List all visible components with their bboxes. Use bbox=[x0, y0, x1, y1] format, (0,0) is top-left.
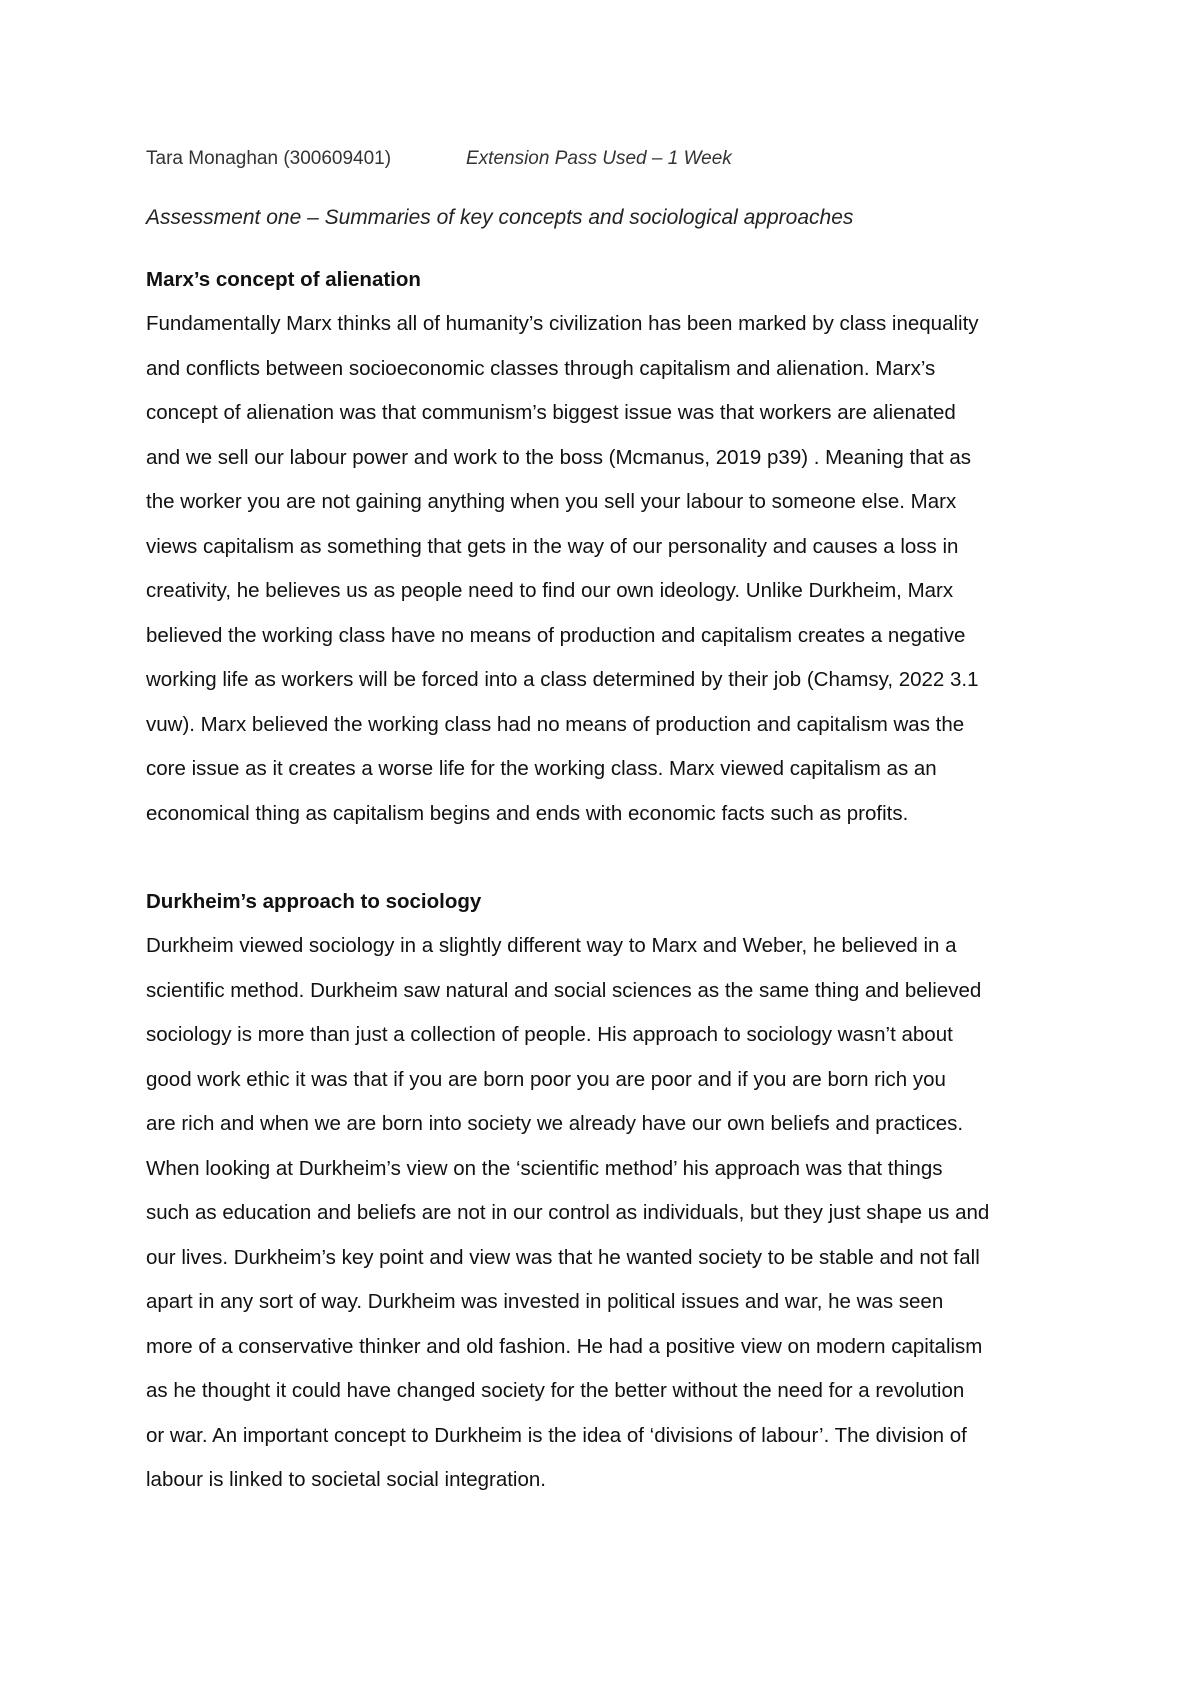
paragraph-line: creativity, he believes us as people need to find our own ideology. Unlike Durkheim, Marx bbox=[146, 579, 954, 602]
paragraph-line: good work ethic it was that if you are born poor you are poor and if you are born rich you bbox=[146, 1067, 946, 1091]
paragraph-line: believed the working class have no means of production and capitalism creates a negative bbox=[146, 623, 966, 647]
assessment-subtitle: Assessment one – Summaries of key concepts and sociological approaches bbox=[146, 206, 854, 229]
paragraph-line: sociology is more than just a collection of people. His approach to sociology wasn’t about bbox=[146, 1023, 953, 1046]
paragraph-line: such as education and beliefs are not in our control as individuals, but they just shape us and bbox=[146, 1201, 990, 1224]
author-name: Tara Monaghan (300609401) bbox=[146, 148, 392, 169]
durkheim-section bbox=[146, 880, 1076, 1503]
paragraph-line: as he thought it could have changed society for the better without the need for a revolution bbox=[146, 1379, 965, 1402]
paragraph-line: our lives. Durkheim’s key point and view was that he wanted society to be stable and not fall bbox=[146, 1245, 980, 1269]
paragraph-line: the worker you are not gaining anything when you sell your labour to someone else. Marx bbox=[146, 490, 957, 513]
extension-note: Extension Pass Used – 1 Week bbox=[466, 148, 732, 169]
paragraph-line: When looking at Durkheim’s view on the ‘scientific method’ his approach was that things bbox=[146, 1156, 943, 1180]
paragraph-line: Durkheim viewed sociology in a slightly different way to Marx and Weber, he believed in a bbox=[146, 934, 957, 957]
paragraph-line: scientific method. Durkheim saw natural and social sciences as the same thing and believed bbox=[146, 978, 982, 1002]
paragraph-line: and conflicts between socioeconomic classes through capitalism and alienation. Marx’s bbox=[146, 356, 936, 380]
paragraph-line: concept of alienation was that communism’s biggest issue was that workers are alienated bbox=[146, 401, 956, 424]
paragraph-line: or war. An important concept to Durkheim is the idea of ‘divisions of labour’. The division of bbox=[146, 1423, 967, 1447]
paragraph-line: working life as workers will be forced into a class determined by their job (Chamsy, 2022 3.1 bbox=[146, 668, 979, 691]
section-paragraph bbox=[146, 924, 1076, 1503]
section-paragraph bbox=[146, 302, 1076, 836]
paragraph-line: apart in any sort of way. Durkheim was invested in political issues and war, he was seen bbox=[146, 1290, 944, 1313]
paragraph-line: economical thing as capitalism begins and ends with economic facts such as profits. bbox=[146, 801, 909, 825]
marx-section bbox=[146, 258, 1076, 836]
paragraph-line: Fundamentally Marx thinks all of humanity’s civilization has been marked by class inequality bbox=[146, 312, 979, 335]
paragraph-line: core issue as it creates a worse life for the working class. Marx viewed capitalism as an bbox=[146, 757, 937, 780]
document-header bbox=[146, 147, 732, 171]
section-heading: Durkheim’s approach to sociology bbox=[146, 890, 482, 913]
paragraph-line: vuw). Marx believed the working class had no means of production and capitalism was the bbox=[146, 712, 965, 736]
paragraph-line: views capitalism as something that gets in the way of our personality and causes a loss in bbox=[146, 534, 959, 558]
paragraph-line: and we sell our labour power and work to the boss (Mcmanus, 2019 p39) . Meaning that as bbox=[146, 445, 972, 469]
paragraph-line: labour is linked to societal social integration. bbox=[146, 1468, 546, 1491]
paragraph-line: are rich and when we are born into society we already have our own beliefs and practices. bbox=[146, 1112, 964, 1135]
paragraph-line: more of a conservative thinker and old fashion. He had a positive view on modern capitalism bbox=[146, 1334, 983, 1358]
section-heading: Marx’s concept of alienation bbox=[146, 268, 421, 291]
